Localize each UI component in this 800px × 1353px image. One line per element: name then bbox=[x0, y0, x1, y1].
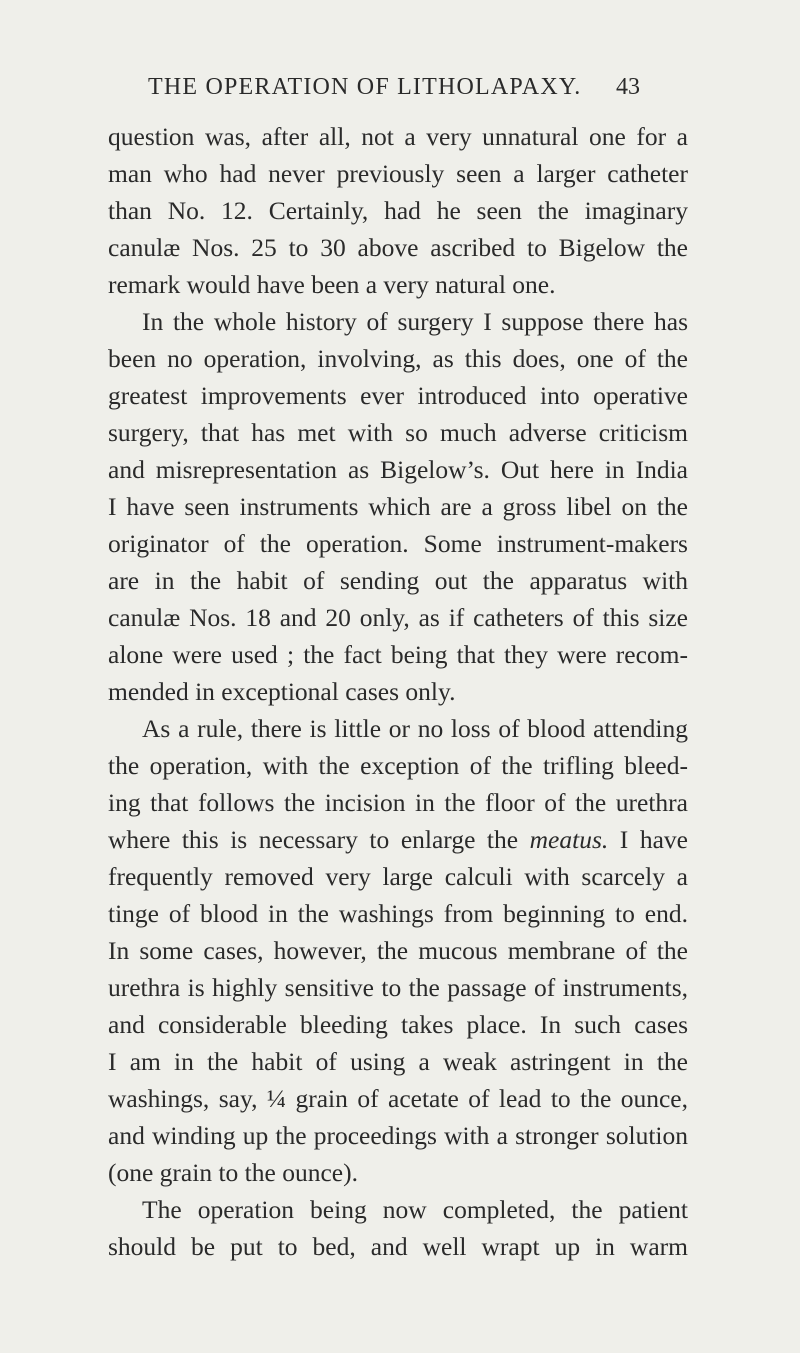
text-line: remark would have been a very natural one. bbox=[108, 270, 556, 299]
text-line: In the whole history of surgery I suppose there has bbox=[142, 307, 688, 336]
text-line: canulæ Nos. 25 to 30 above ascribed to Bigelow the bbox=[108, 233, 688, 262]
text-line: I am in the habit of using a weak astringent in the bbox=[108, 1047, 688, 1076]
text-segment: I have bbox=[608, 825, 688, 854]
text-line: surgery, that has met with so much adverse criticism bbox=[108, 418, 688, 447]
text-line: been no operation, involving, as this does, one of the bbox=[108, 344, 688, 373]
page-number: 43 bbox=[616, 74, 640, 100]
text-line: The operation being now completed, the patient bbox=[142, 1195, 688, 1224]
text-line: greatest improvements ever introduced into operative bbox=[108, 381, 688, 410]
body-text bbox=[108, 118, 688, 1265]
text-segment: where this is necessary to enlarge the bbox=[108, 825, 519, 854]
text-line: tinge of blood in the washings from beginning to end. bbox=[108, 899, 688, 928]
running-title: THE OPERATION OF LITHOLAPAXY. bbox=[148, 74, 582, 100]
text-line: and misrepresentation as Bigelow’s. Out here in India bbox=[108, 455, 688, 484]
text-line: urethra is highly sensitive to the passage of instruments, bbox=[108, 973, 688, 1002]
text-line: man who had never previously seen a larger catheter bbox=[108, 159, 688, 188]
text-line: question was, after all, not a very unnatural one for a bbox=[108, 122, 688, 151]
text-line: I have seen instruments which are a gross libel on the bbox=[108, 492, 688, 521]
text-line: are in the habit of sending out the apparatus with bbox=[108, 566, 688, 595]
text-line bbox=[108, 821, 688, 858]
text-line: frequently removed very large calculi with scarcely a bbox=[108, 862, 688, 891]
text-line: In some cases, however, the mucous membrane of the bbox=[108, 936, 688, 965]
text-line: should be put to bed, and well wrapt up in warm bbox=[108, 1232, 688, 1261]
text-line: alone were used ; the fact being that they were recom- bbox=[108, 640, 688, 669]
text-line: and winding up the proceedings with a stronger solution bbox=[108, 1121, 688, 1150]
italic-term: meatus. bbox=[529, 825, 609, 854]
text-line: the operation, with the exception of the trifling bleed- bbox=[108, 751, 688, 780]
text-line: As a rule, there is little or no loss of blood attending bbox=[142, 714, 688, 743]
text-line: washings, say, ¼ grain of acetate of lead to the ounce, bbox=[108, 1084, 688, 1113]
text-line: canulæ Nos. 18 and 20 only, as if catheters of this size bbox=[108, 603, 688, 632]
text-line: (one grain to the ounce). bbox=[108, 1158, 358, 1187]
text-line: mended in exceptional cases only. bbox=[108, 677, 456, 706]
text-line: than No. 12. Certainly, had he seen the imaginary bbox=[108, 196, 688, 225]
text-line: and considerable bleeding takes place. In such cases bbox=[108, 1010, 688, 1039]
text-line: originator of the operation. Some instrument-makers bbox=[108, 529, 688, 558]
text-line: ing that follows the incision in the floor of the urethra bbox=[108, 788, 688, 817]
running-header bbox=[0, 74, 800, 114]
